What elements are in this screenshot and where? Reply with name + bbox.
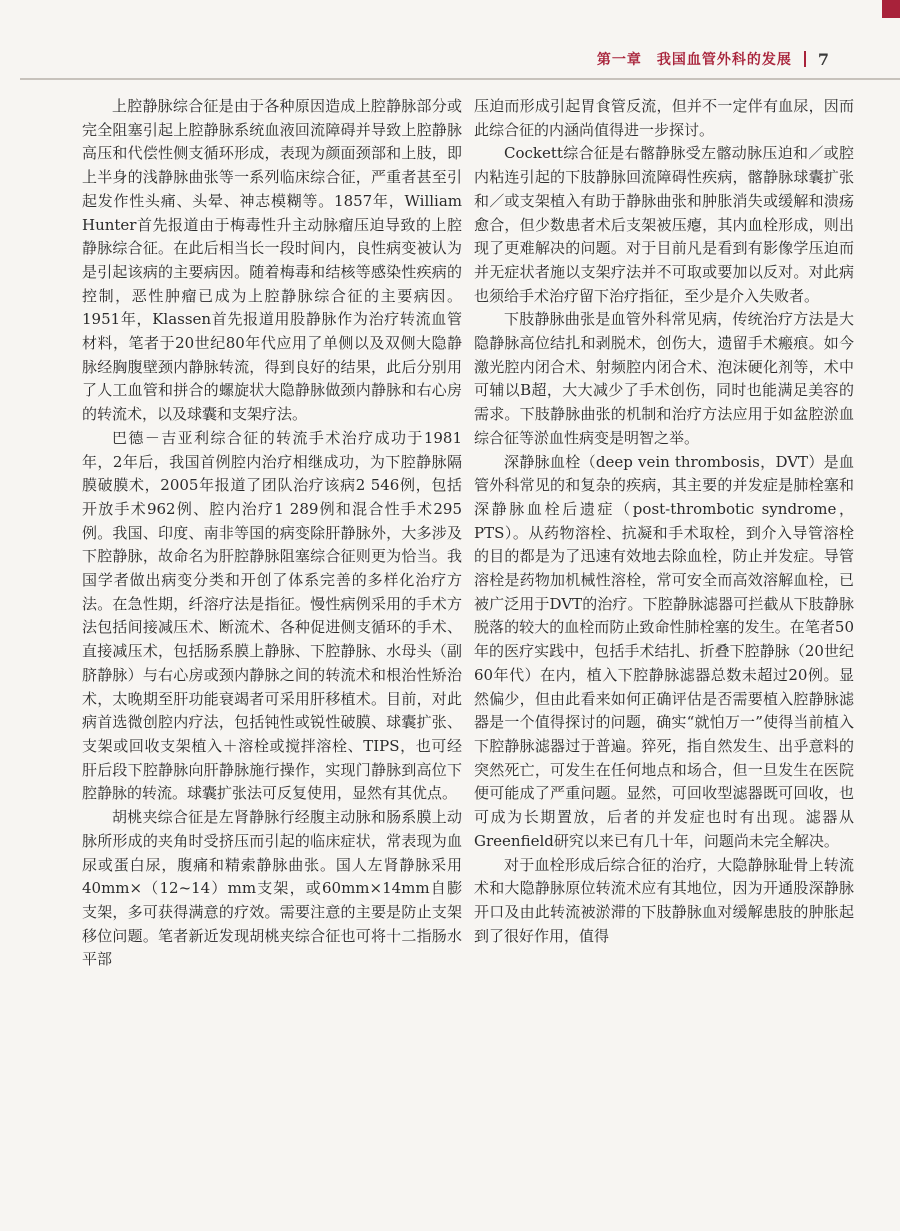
paragraph-cockett: Cockett综合征是右髂静脉受左髂动脉压迫和／或腔内粘连引起的下肢静脉回流障碍性疾病，髂静脉球囊扩张和／或支架植入有助于静脉曲张和肿胀消失或缓解和溃疡愈合，但少数患者术后支架被压瘪，其内血栓形成，则出现了更难解决的问题。对于目前凡是看到有影像学压迫而并无症状者施以支架疗法并不可取或要加以反对。对此病也须给手术治疗留下治疗指征，至少是介入失败者。 [474,144,854,305]
paragraph-svc-syndrome: 上腔静脉综合征是由于各种原因造成上腔静脉部分或完全阻塞引起上腔静脉系统血液回流障碍并导致上腔静脉高压和代偿性侧支循环形成，表现为颜面颈部和上肢，即上半身的浅静脉曲张等一系列临床综合征，严重者甚至引起发作性头痛、头晕、神志模糊等。1857年，William Hunter首先报道由于梅毒性升主动脉瘤压迫导致的上腔静脉综合征。在此后相当长一段时间内，良性病变被认为是引起该病的主要病因。随着梅毒和结核等感染性疾病的控制，恶性肿瘤已成为上腔静脉综合征的主要病因。1951年，Klassen首先报道用股静脉作为治疗转流血管材料，笔者于20世纪80年代应用了单侧以及双侧大隐静脉经胸腹壁颈内静脉转流，得到良好的结果，此后分别用了人工血管和拼合的螺旋状大隐静脉做颈内静脉和右心房的转流术，以及球囊和支架疗法。 [82,97,462,424]
paragraph-nutcracker: 胡桃夹综合征是左肾静脉行经腹主动脉和肠系膜上动脉所形成的夹角时受挤压而引起的临床症状，常表现为血尿或蛋白尿，腹痛和精索静脉曲张。国人左肾静脉采用40mm×（12~14）mm支架，或60mm×14mm自膨支架，多可获得满意的疗效。需要注意的主要是防止支架移位问题。笔者新近发现胡桃夹综合征也可将十二指肠水平部 [82,808,462,969]
corner-tab-mark [882,0,900,18]
running-header [560,47,830,71]
paragraph-varicose-veins: 下肢静脉曲张是血管外科常见病，传统治疗方法是大隐静脉高位结扎和剥脱术，创伤大，遗留手术瘢痕。如今激光腔内闭合术、射频腔内闭合术、泡沫硬化剂等，术中可辅以B超，大大减少了手术创伤，同时也能满足美容的需求。下肢静脉曲张的机制和治疗方法应用于如盆腔淤血综合征等淤血性病变是明智之举。 [474,310,854,447]
page-number: 7 [817,49,830,69]
chapter-title: 第一章 我国血管外科的发展 [596,52,792,68]
right-column [474,95,854,948]
left-column [82,95,462,972]
paragraph-dvt: 深静脉血栓（deep vein thrombosis，DVT）是血管外科常见的和复杂的疾病，其主要的并发症是肺栓塞和深静脉血栓后遗症（post-thrombotic syndrome，PTS）。从药物溶栓、抗凝和手术取栓，到介入导管溶栓的目的都是为了迅速有效地去除血栓，防止并发症。导管溶栓是药物加机械性溶栓，常可安全而高效溶解血栓，已被广泛用于DVT的治疗。下腔静脉滤器可拦截从下肢静脉脱落的较大的血栓而防止致命性肺栓塞的发生。在笔者50年的医疗实践中，包括手术结扎、折叠下腔静脉（20世纪60年代）在内，植入下腔静脉滤器总数未超过20例。显然偏少，但由此看来如何正确评估是否需要植入腔静脉滤器是一个值得探讨的问题，确实“就怕万一”使得当前植入下腔静脉滤器过于普遍。猝死，指自然发生、出乎意料的突然死亡，可发生在任何地点和场合，但一旦发生在医院便可能成了严重问题。显然，可回收型滤器既可回收，也可成为长期置放，后者的并发症也时有出现。滤器从Greenfield研究以来已有几十年，问题尚未完全解决。 [474,452,854,850]
paragraph-pts: 对于血栓形成后综合征的治疗，大隐静脉耻骨上转流术和大隐静脉原位转流术应有其地位，因为开通股深静脉开口及由此转流被淤滞的下肢静脉血对缓解患肢的肿胀起到了很好作用，值得 [474,855,854,945]
header-rule [20,78,900,80]
paragraph-continued: 压迫而形成引起胃食管反流，但并不一定伴有血尿，因而此综合征的内涵尚值得进一步探讨。 [474,97,854,139]
header-separator [804,51,806,67]
paragraph-budd-chiari: 巴德－吉亚利综合征的转流手术治疗成功于1981年，2年后，我国首例腔内治疗相继成功，为下腔静脉隔膜破膜术，2005年报道了团队治疗该病2 546例，包括开放手术962例、腔内治疗1 289例和混合性手术295例。我国、印度、南非等国的病变除肝静脉外，大多涉及下腔静脉，故命名为肝腔静脉阻塞综合征则更为恰当。我国学者做出病变分类和开创了体系完善的多样化治疗方法。在急性期，纤溶疗法是指征。慢性病例采用的手术方法包括间接减压术、断流术、各种促进侧支循环的手术、直接减压术，包括肠系膜上静脉、下腔静脉、水母头（副脐静脉）与右心房或颈内静脉之间的转流术和根治性矫治术，太晚期至肝功能衰竭者可采用肝移植术。目前，对此病首选微创腔内疗法，包括钝性或锐性破膜、球囊扩张、支架或回收支架植入＋溶栓或搅拌溶栓、TIPS，也可经肝后段下腔静脉向肝静脉施行操作，实现门静脉到高位下腔静脉的转流。球囊扩张法可反复使用，显然有其优点。 [82,428,462,803]
